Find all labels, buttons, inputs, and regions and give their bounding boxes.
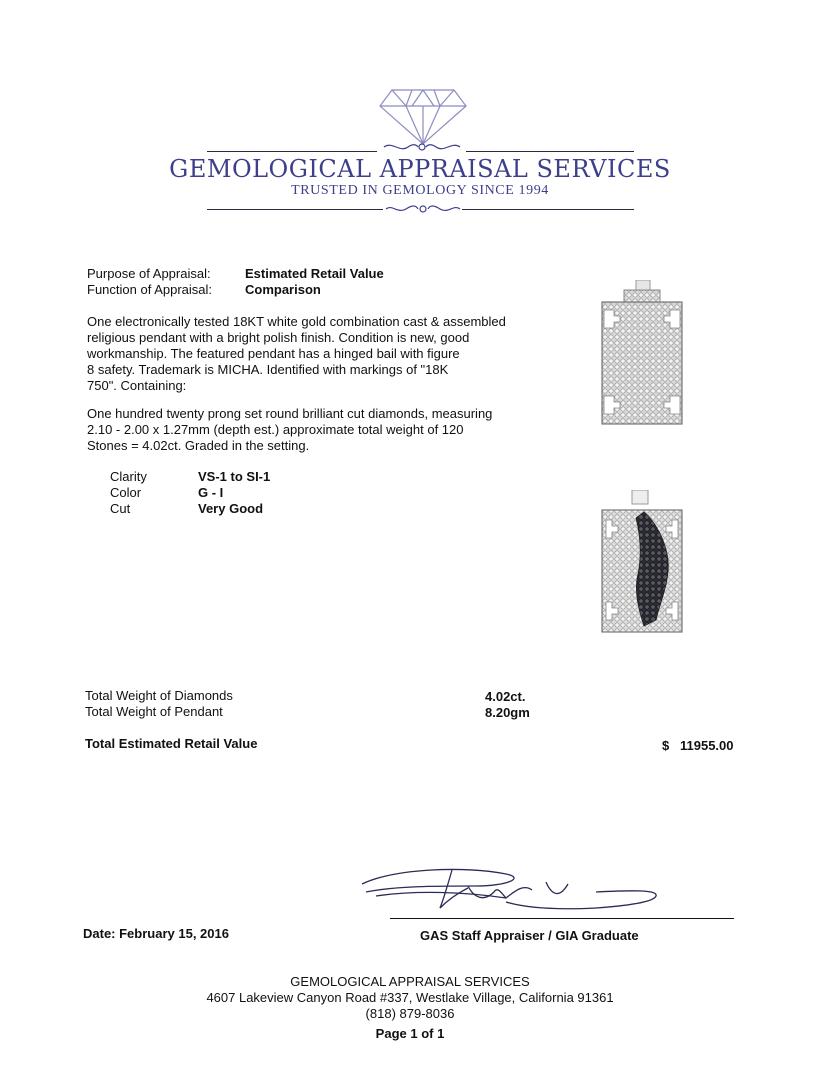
total-diamonds-value: 4.02ct.	[485, 689, 526, 704]
appraiser-title: GAS Staff Appraiser / GIA Graduate	[420, 928, 639, 943]
footer-company: GEMOLOGICAL APPRAISAL SERVICES	[290, 974, 530, 989]
company-tagline: TRUSTED IN GEMOLOGY SINCE 1994	[291, 183, 549, 198]
signature-line	[390, 918, 734, 919]
grade-label-color: Color	[110, 485, 142, 500]
total-pendant-value: 8.20gm	[485, 705, 530, 720]
description-line: 8 safety. Trademark is MICHA. Identified with markings of "18K	[87, 362, 449, 377]
header-rule-top-left	[207, 151, 377, 152]
grade-value-color: G - I	[198, 485, 224, 500]
total-retail-value: 11955.00	[680, 738, 734, 753]
diamond-icon	[378, 86, 468, 146]
appraiser-signature	[356, 862, 666, 922]
purpose-label: Purpose of Appraisal:	[87, 266, 211, 281]
scroll-ornament-icon	[382, 140, 462, 154]
description-line: 2.10 - 2.00 x 1.27mm (depth est.) approximate total weight of 120	[87, 422, 464, 437]
function-value: Comparison	[245, 282, 321, 297]
pendant-front-photo	[596, 280, 688, 426]
header-rule-bottom-right	[462, 209, 634, 210]
description-line: workmanship. The featured pendant has a hinged bail with figure	[87, 346, 460, 361]
description-paragraph-1	[87, 314, 506, 394]
total-pendant-label: Total Weight of Pendant	[85, 704, 223, 719]
purpose-value: Estimated Retail Value	[245, 266, 384, 281]
function-label: Function of Appraisal:	[87, 282, 213, 297]
header-rule-top-right	[466, 151, 634, 152]
description-line: 750". Containing:	[87, 378, 187, 393]
grade-label-clarity: Clarity	[110, 469, 147, 484]
description-line: Stones = 4.02ct. Graded in the setting.	[87, 438, 310, 453]
grade-label-cut: Cut	[110, 501, 131, 516]
header-rule-bottom-left	[207, 209, 383, 210]
description-line: religious pendant with a bright polish finish. Condition is new, good	[87, 330, 470, 345]
appraisal-date: Date: February 15, 2016	[83, 926, 229, 941]
company-name: GEMOLOGICAL APPRAISAL SERVICES	[169, 155, 671, 183]
description-paragraph-2	[87, 406, 492, 454]
description-line: One hundred twenty prong set round brilliant cut diamonds, measuring	[87, 406, 493, 421]
total-retail-currency: $	[662, 738, 670, 753]
grade-value-clarity: VS-1 to SI-1	[198, 469, 271, 484]
footer-phone: (818) 879-8036	[365, 1006, 455, 1021]
grade-value-cut: Very Good	[198, 501, 264, 516]
scroll-ornament-icon	[384, 202, 462, 216]
description-line: One electronically tested 18KT white gold combination cast & assembled	[87, 314, 506, 329]
total-diamonds-label: Total Weight of Diamonds	[85, 688, 233, 703]
page-number: Page 1 of 1	[375, 1026, 445, 1041]
total-retail-label: Total Estimated Retail Value	[85, 736, 258, 751]
footer-address: 4607 Lakeview Canyon Road #337, Westlake Village, California 91361	[206, 990, 614, 1005]
pendant-back-photo	[596, 490, 688, 634]
